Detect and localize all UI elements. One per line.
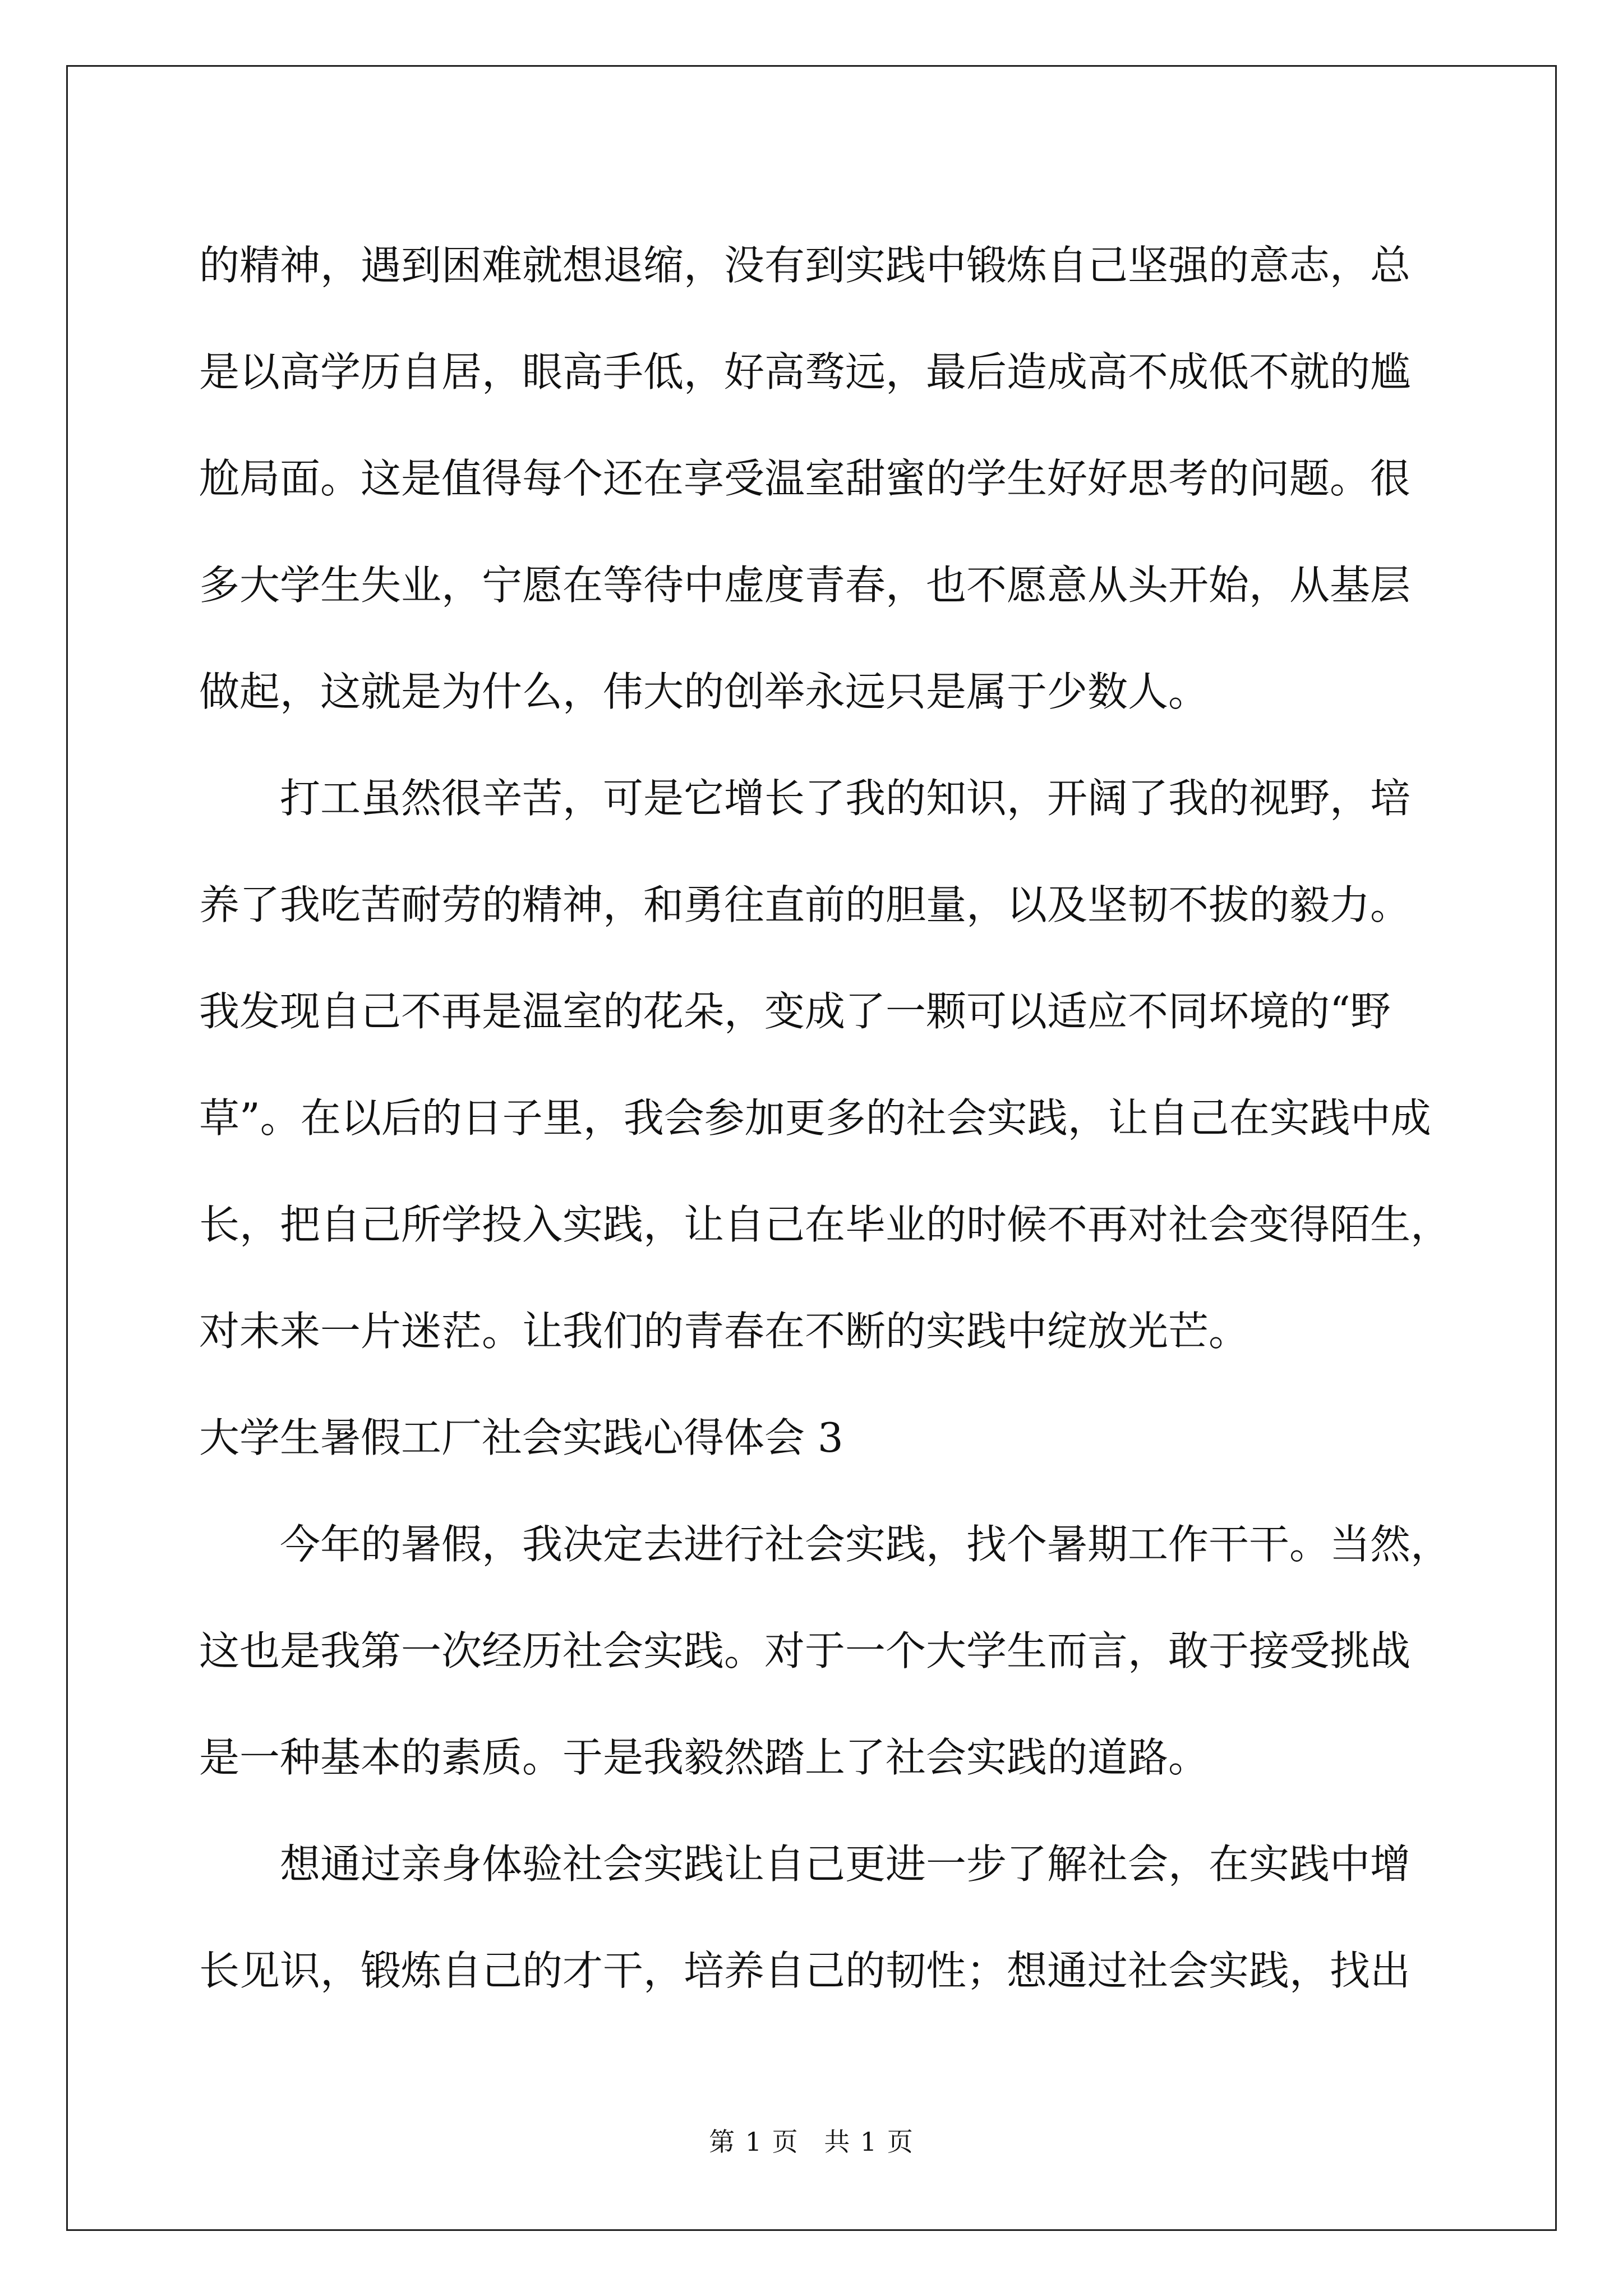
- text-line: 想通过亲身体验社会实践让自己更进一步了解社会，在实践中增: [280, 1841, 1411, 1888]
- text-line: 今年的暑假，我决定去进行社会实践，找个暑期工作干干。当然，: [280, 1521, 1451, 1568]
- text-line: 做起，这就是为什么，伟大的创举永远只是属于少数人。: [199, 668, 1209, 715]
- text-line: 养了我吃苦耐劳的精神，和勇往直前的胆量，以及坚韧不拔的毅力。: [199, 881, 1411, 928]
- page-number: 第 1 页: [709, 2127, 799, 2157]
- text-line: 长，把自己所学投入实践，让自己在毕业的时候不再对社会变得陌生，: [199, 1201, 1451, 1248]
- text-line: 这也是我第一次经历社会实践。对于一个大学生而言，敢于接受挑战: [199, 1627, 1411, 1674]
- text-line: 草”。在以后的日子里，我会参加更多的社会实践，让自己在实践中成: [199, 1094, 1431, 1142]
- page-total: 共 1 页: [824, 2127, 914, 2157]
- page-footer: [0, 2122, 1623, 2159]
- text-line: 我发现自己不再是温室的花朵，变成了一颗可以适应不同坏境的“野: [199, 988, 1391, 1035]
- text-line: 长见识，锻炼自己的才干，培养自己的韧性；想通过社会实践，找出: [199, 1947, 1411, 1994]
- document-body: [199, 212, 1451, 2024]
- text-line: 的精神，遇到困难就想退缩，没有到实践中锻炼自己坚强的意志，总: [199, 242, 1411, 289]
- text-line: 对未来一片迷茫。让我们的青春在不断的实践中绽放光芒。: [199, 1308, 1249, 1355]
- text-line: 是以高学历自居，眼高手低，好高骛远，最后造成高不成低不就的尴: [199, 348, 1411, 395]
- text-line: 是一种基本的素质。于是我毅然踏上了社会实践的道路。: [199, 1734, 1209, 1781]
- text-line: 打工虽然很辛苦，可是它增长了我的知识，开阔了我的视野，培: [280, 775, 1411, 822]
- text-line: 尬局面。这是值得每个还在享受温室甜蜜的学生好好思考的问题。很: [199, 455, 1411, 502]
- text-line: 多大学生失业，宁愿在等待中虚度青春，也不愿意从头开始，从基层: [199, 562, 1411, 609]
- section-heading: 大学生暑假工厂社会实践心得体会 3: [199, 1414, 843, 1461]
